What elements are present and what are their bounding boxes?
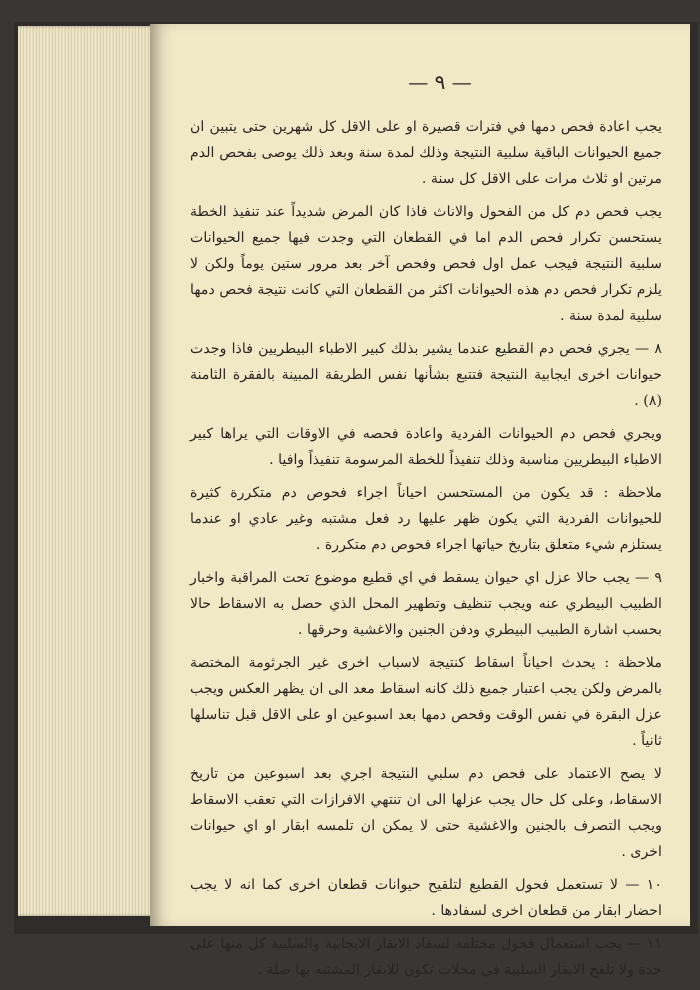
paragraph: ويجري فحص دم الحيوانات الفردية واعادة فحصه في الاوقات التي يراها كبير الاطباء البيطريين مناسبة وذلك تنفيذاً للخطة المرسومة تنفيذاً وافيا . — [190, 426, 662, 468]
note-paragraph: ملاحظة : قد يكون من المستحسن احياناً اجراء فحوص دم متكررة كثيرة للحيوانات الفردية التي يكون ظهر عليها رد فعل مشتبه وغير عادي او عندما يستلزم شيء متعلق بتاريخ حياتها اجراء فحوص دم متكررة . — [190, 485, 662, 553]
paragraph: ٩ — يجب حالا عزل اي حيوان يسقط في اي قطيع موضوع تحت المراقبة واخبار الطبيب البيطري عنه ويجب تنظيف وتطهير المحل الذي حصل به الاسقاط حالا بحسب اشارة الطبيب البيطري ودفن الجنين والاغشية وحرقها . — [190, 570, 662, 638]
page-number: — ٩ — — [408, 70, 472, 94]
page-body — [190, 114, 662, 990]
paragraph: يجب اعادة فحص دمها في فترات قصيرة او على الاقل كل شهرين حتى يتبين ان جميع الحيوانات الباقية سلبية النتيجة وذلك لمدة سنة وبعد ذلك يوصى بفحص الدم مرتين او ثلاث مرات على الاقل كل سنة . — [190, 119, 662, 187]
paragraph: ١٠ — لا تستعمل فحول القطيع لتلقيح حيوانات قطعان اخرى كما انه لا يجب احضار ابقار من قطعان اخرى لسفادها . — [190, 877, 662, 919]
paragraph: ٨ — يجري فحص دم القطيع عندما يشير بذلك كبير الاطباء البيطريين فاذا وجدت حيوانات اخرى ايجابية النتيجة فتتبع بشأنها نفس الطريقة المبينة بالفقرة الثامنة (٨) . — [190, 341, 662, 409]
page-edges — [18, 26, 170, 916]
paragraph: يجب فحص دم كل من الفحول والاناث فاذا كان المرض شديداً عند تنفيذ الخطة يستحسن تكرار فحص الدم اما في القطعان التي وجدت فيها جميع الحيوانات سلبية النتيجة فيجب عمل اول فحص وفحص آخر بعد مرور ستين يوماً ولكن لا يلزم تكرار فحص دم هذه الحيوانات اكثر من القطعان التي كانت نتيجة فحص دمها سلبية لمدة سنة . — [190, 204, 662, 324]
paragraph: لا يصح الاعتماد على فحص دم سلبي النتيجة اجري بعد اسبوعين من تاريخ الاسقاط، وعلى كل حال يجب عزلها الى ان تنتهي الافرازات التي تعقب الاسقاط ويجب التصرف بالجنين والاغشية حتى لا يمكن ان تلمسه ابقار او اي حيوانات اخرى . — [190, 766, 662, 860]
note-paragraph: ملاحظة : يحدث احياناً اسقاط كنتيجة لاسباب اخرى غير الجرثومة المختصة بالمرض ولكن يجب اعتبار جميع ذلك كانه اسقاط معد الى ان يظهر العكس ويجب عزل البقرة في نفس الوقت وفحص دمها بعد اسبوعين او على الاقل قبل تناسلها ثانياً . — [190, 655, 662, 749]
paragraph: ١١ — يجب استعمال فحول مختلفة لسفاد الابقار الايجابية والسلبية كل منها على حدة ولا تلقح الابقار السلبية في محلات تكون للابقار المشتبه بها صلة . — [190, 936, 662, 978]
